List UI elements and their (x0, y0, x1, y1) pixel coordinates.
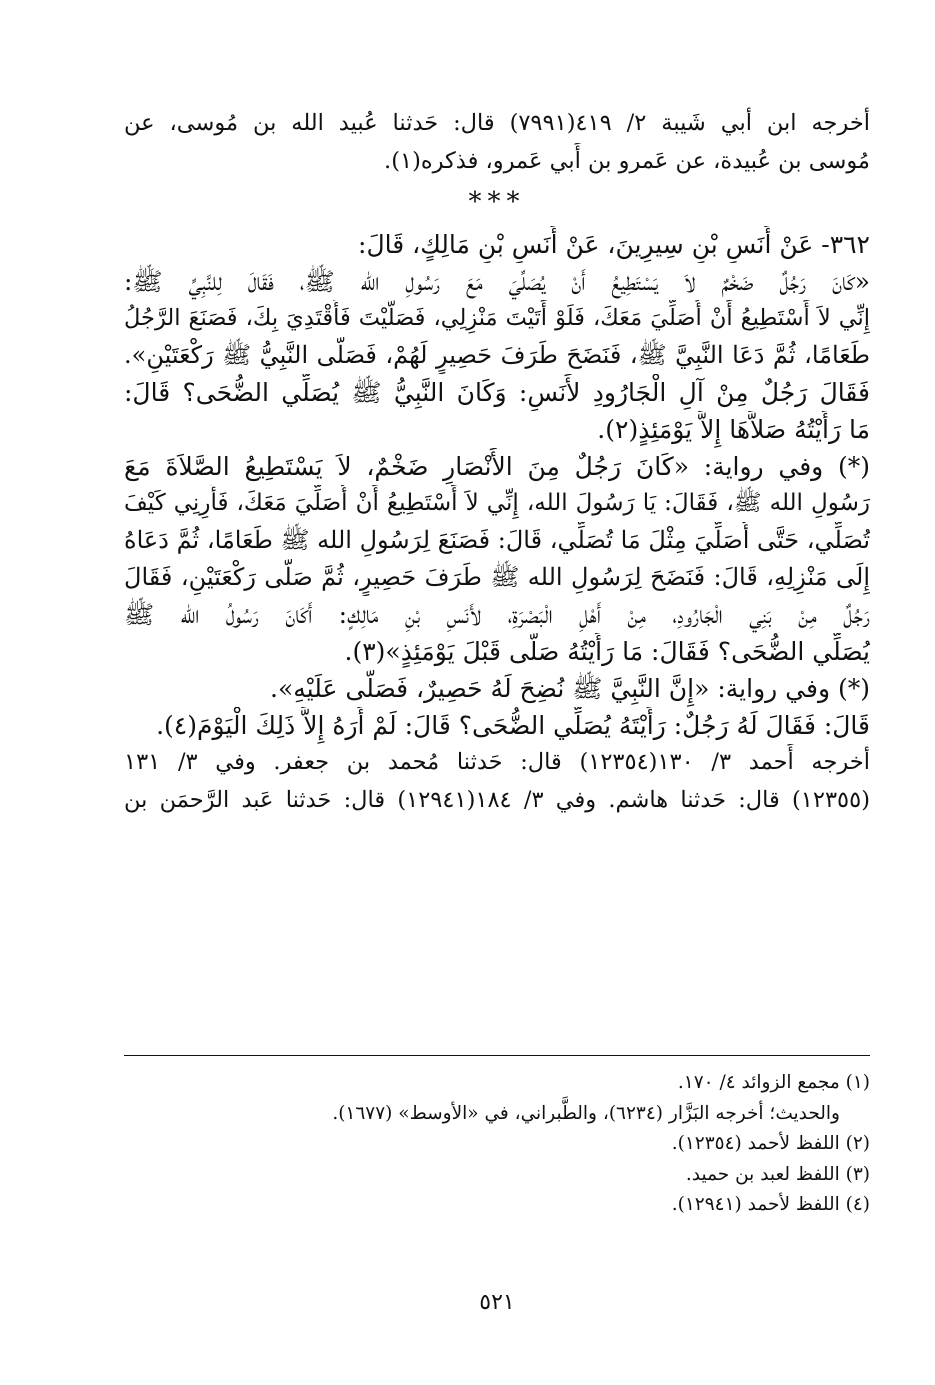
hadith-line: إِلَى مَنْزِلِهِ، قَالَ: فَنَضَحَ لِرَسُولِ الله ﷺ طَرَفَ حَصِيرٍ، ثُمَّ صَلَّى رَكْعَتَيْنِ، فَقَالَ (124, 563, 870, 591)
hadith-line: إِنِّي لاَ أَسْتَطِيعُ أَنْ أُصَلِّيَ مَعَكَ، فَلَوْ أَتَيْتَ مَنْزِلِي، فَصَلَّيْتَ فَأَقْتَدِيَ بِكَ، فَصَنَعَ الرَّجُلُ (124, 305, 870, 331)
footnotes (124, 1068, 870, 1221)
footnote-3: (٣) اللفظ لعبد بن حميد. (685, 1163, 870, 1185)
hadith-line: «كَانَ رَجُلٌ ضَخْمٌ لاَ يَسْتَطِيعُ أَنْ يُصَلِّيَ مَعَ رَسُولِ الله ﷺ، فَقَالَ لِلنَّبِيِّ ﷺ: (124, 267, 870, 296)
footnote-divider (124, 1055, 870, 1056)
section-separator: *** (468, 187, 526, 217)
intro-line-1: أخرجه ابن أبي شَيبة ٢/ ٤١٩(٧٩٩١) قال: حَدثنا عُبيد الله بن مُوسى، عن (124, 110, 870, 136)
footnote-1: (١) مجمع الزوائد ٤/ ١٧٠. (677, 1072, 870, 1093)
hadith-line: يُصَلِّي الضُّحَى؟ فَقَالَ: مَا رَأَيْتُهُ صَلَّى قَبْلَ يَوْمَئِذٍ»(٣). (344, 637, 870, 666)
hadith-line: رَسُولِ الله ﷺ، فَقَالَ: يَا رَسُولَ الله، إِنِّي لاَ أَسْتَطِيعُ أَنْ أُصَلِّيَ مَعَكَ، فَأَرِنِي كَيْفَ (124, 490, 870, 516)
hadith-heading: ٣٦٢- عَنْ أَنَسِ بْنِ سِيرِينَ، عَنْ أَنَسِ بْنِ مَالِكٍ، قَالَ: (358, 230, 870, 259)
footnote-1-continuation: والحديث؛ أخرجه البَزَّار (٦٢٣٤)، والطَّبراني، في «الأوسط» (١٦٧٧). (332, 1102, 840, 1124)
footnote-4: (٤) اللفظ لأحمد (١٢٩٤١). (671, 1194, 870, 1215)
hadith-line: طَعَامًا، ثُمَّ دَعَا النَّبِيَّ ﷺ، فَنَضَحَ طَرَفَ حَصِيرٍ لَهُمْ، فَصَلَّى النَّبِيُّ ﷺ رَكْعَتَيْنِ». (124, 341, 870, 369)
hadith-line: رَجُلٌ مِنْ بَنِي الْجَارُودِ، مِنْ أَهْلِ الْبَصْرَةِ، لأَنَسِ بْنِ مَالِكٍ: أَكَانَ رَسُولُ الله ﷺ (124, 600, 870, 629)
hadith-line: مَا رَأَيْتُهُ صَلاَّهَا إِلاَّ يَوْمَئِذٍ(٢). (597, 415, 870, 444)
takhrij-line: أخرجه أَحمد ٣/ ١٣٠(١٢٣٥٤) قال: حَدثنا مُحمد بن جعفر. وفي ٣/ ١٣١ (124, 749, 870, 775)
hadith-line: قَالَ: فَقَالَ لَهُ رَجُلٌ: رَأَيْتَهُ يُصَلِّي الضُّحَى؟ قَالَ: لَمْ أَرَهُ إِلاَّ ذَلِكَ الْيَوْمَ(٤). (156, 711, 870, 740)
page-text-block (124, 105, 870, 1315)
hadith-line: (*) وفي رواية: «كَانَ رَجُلٌ مِنَ الأَنْصَارِ ضَخْمٌ، لاَ يَسْتَطِيعُ الصَّلاَةَ مَعَ (124, 452, 870, 481)
intro-line-2: مُوسى بن عُبيدة، عن عَمرو بن أَبي عَمرو، فذكره(١). (384, 147, 870, 174)
hadith-line: (*) وفي رواية: «إِنَّ النَّبِيَّ ﷺ نُضِحَ لَهُ حَصِيرٌ، فَصَلَّى عَلَيْهِ». (270, 674, 870, 703)
hadith-line: تُصَلِّي، حَتَّى أُصَلِّيَ مِثْلَ مَا تُصَلِّي، قَالَ: فَصَنَعَ لِرَسُولِ الله ﷺ طَعَامًا، ثُمَّ دَعَاهُ (124, 526, 870, 554)
page-number: ٥٢١ (479, 1290, 515, 1315)
footnote-2: (٢) اللفظ لأحمد (١٢٣٥٤). (671, 1133, 870, 1154)
hadith-line: فَقَالَ رَجُلٌ مِنْ آلِ الْجَارُودِ لأَنَسٍ: وَكَانَ النَّبِيُّ ﷺ يُصَلِّي الضُّحَى؟ قَالَ: (124, 378, 870, 407)
takhrij-line: (١٢٣٥٥) قال: حَدثنا هاشم. وفي ٣/ ١٨٤(١٢٩٤١) قال: حَدثنا عَبد الرَّحمَن بن (124, 786, 870, 813)
